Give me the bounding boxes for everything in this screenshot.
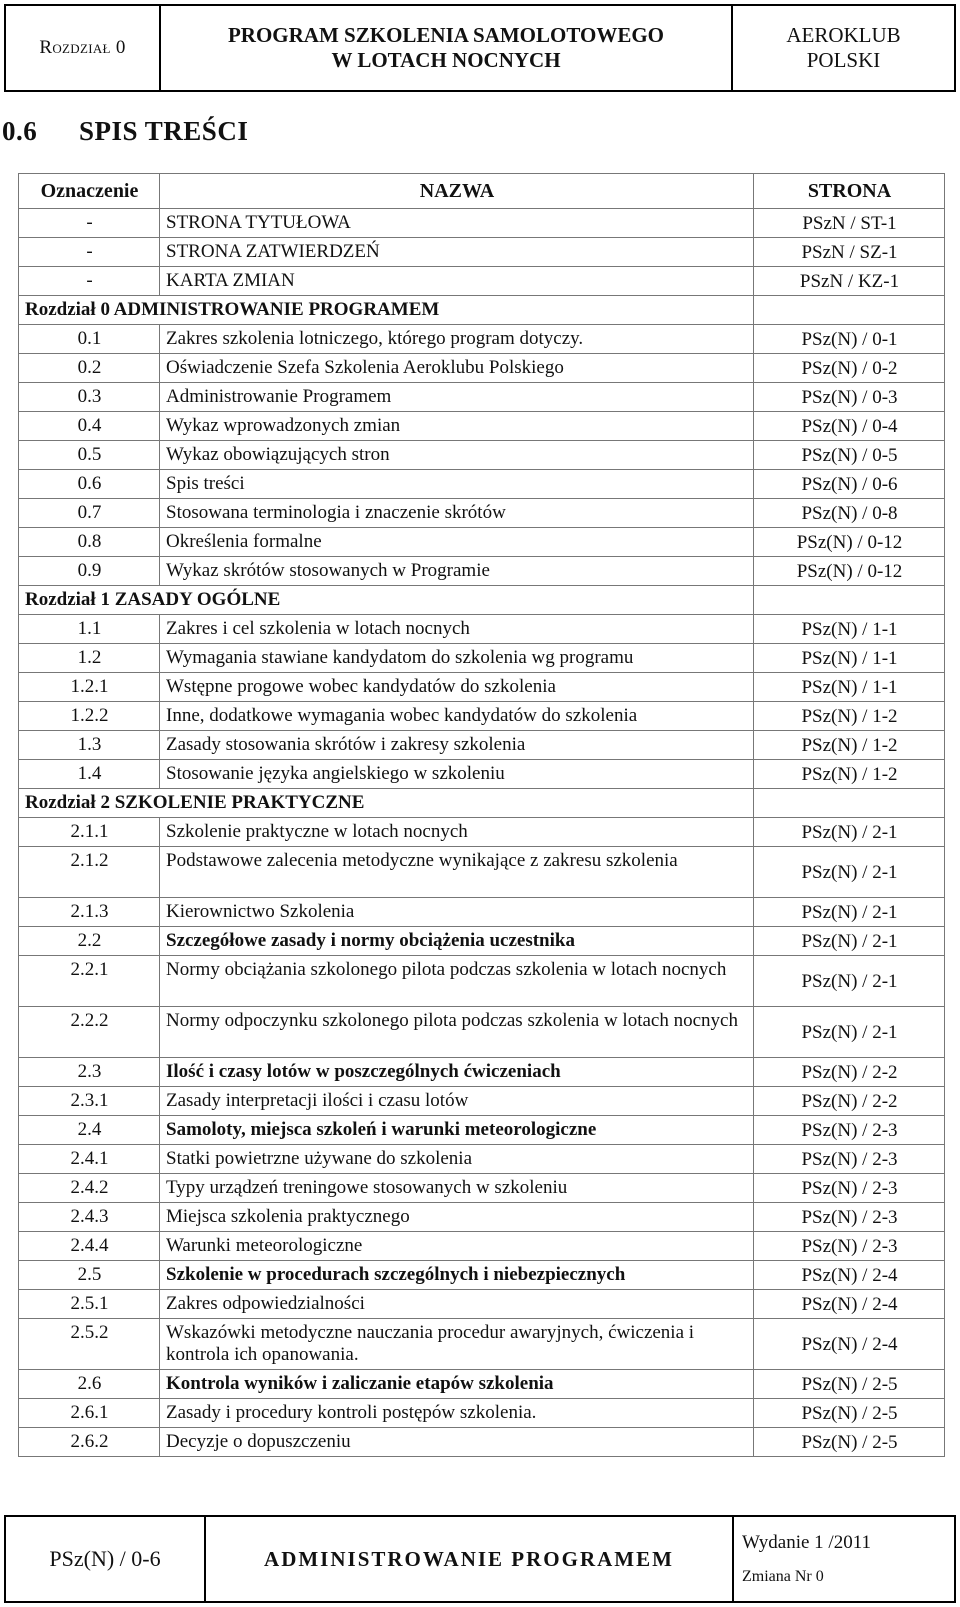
toc-page: PSz(N) / 0-12 (754, 557, 945, 586)
toc-header-row (19, 174, 945, 209)
toc-row (19, 354, 945, 383)
toc-page: PSz(N) / 2-2 (754, 1058, 945, 1087)
toc-code: 2.6 (19, 1370, 160, 1399)
toc-name: KARTA ZMIAN (160, 267, 754, 296)
toc-page: PSz(N) / 0-6 (754, 470, 945, 499)
toc-page: PSz(N) / 2-1 (754, 847, 945, 898)
section-title (2, 116, 248, 147)
toc-name: Kontrola wyników i zaliczanie etapów szkolenia (160, 1370, 754, 1399)
toc-name: Wykaz skrótów stosowanych w Programie (160, 557, 754, 586)
toc-name: Zakres i cel szkolenia w lotach nocnych (160, 615, 754, 644)
toc-code: 2.1.1 (19, 818, 160, 847)
toc-name: Statki powietrzne używane do szkolenia (160, 1145, 754, 1174)
toc-name: Wstępne progowe wobec kandydatów do szkolenia (160, 673, 754, 702)
toc-row (19, 1428, 945, 1457)
toc-row (19, 847, 945, 898)
toc-name: Normy odpoczynku szkolonego pilota podczas szkolenia w lotach nocnych (160, 1007, 754, 1058)
footer-edition: Wydanie 1 /2011 (742, 1532, 872, 1553)
toc-code: 2.4.4 (19, 1232, 160, 1261)
toc-code: 0.1 (19, 325, 160, 354)
toc-row (19, 1261, 945, 1290)
toc-name: Szczegółowe zasady i normy obciążenia uczestnika (160, 927, 754, 956)
toc-page: PSz(N) / 0-5 (754, 441, 945, 470)
toc-page: PSz(N) / 0-2 (754, 354, 945, 383)
toc-page: PSz(N) / 1-2 (754, 760, 945, 789)
toc-name: STRONA TYTUŁOWA (160, 209, 754, 238)
toc-page: PSz(N) / 2-1 (754, 818, 945, 847)
col-header-page: STRONA (754, 174, 945, 209)
toc-name: Zasady interpretacji ilości i czasu lotów (160, 1087, 754, 1116)
toc-row (19, 209, 945, 238)
toc-page: PSz(N) / 2-3 (754, 1203, 945, 1232)
toc-code: 1.2.1 (19, 673, 160, 702)
toc-name: Określenia formalne (160, 528, 754, 557)
toc-page: PSz(N) / 2-2 (754, 1087, 945, 1116)
toc-code: 2.2 (19, 927, 160, 956)
toc-row (19, 644, 945, 673)
toc-code: 1.1 (19, 615, 160, 644)
toc-row (19, 818, 945, 847)
toc-row (19, 1290, 945, 1319)
toc-code: 0.6 (19, 470, 160, 499)
chapter-page-cell (754, 296, 945, 325)
header-title-line1: PROGRAM SZKOLENIA SAMOLOTOWEGO (227, 23, 664, 47)
toc-row (19, 1399, 945, 1428)
toc-name: Spis treści (160, 470, 754, 499)
chapter-page-cell (754, 789, 945, 818)
toc-row (19, 441, 945, 470)
toc-name: Stosowana terminologia i znaczenie skrótów (160, 499, 754, 528)
toc-row (19, 1007, 945, 1058)
toc-page: PSz(N) / 2-1 (754, 898, 945, 927)
toc-name: STRONA ZATWIERDZEŃ (160, 238, 754, 267)
toc-row (19, 1370, 945, 1399)
toc-name: Inne, dodatkowe wymagania wobec kandydatów do szkolenia (160, 702, 754, 731)
toc-name: Miejsca szkolenia praktycznego (160, 1203, 754, 1232)
header-chapter: Rozdział 0 (6, 6, 161, 90)
toc-row (19, 731, 945, 760)
toc-row (19, 412, 945, 441)
toc-code: 1.2 (19, 644, 160, 673)
toc-name: Podstawowe zalecenia metodyczne wynikające z zakresu szkolenia (160, 847, 754, 898)
toc-row (19, 1174, 945, 1203)
toc-name: Samoloty, miejsca szkoleń i warunki meteorologiczne (160, 1116, 754, 1145)
footer-edition-box (734, 1517, 954, 1601)
toc-page: PSzN / ST-1 (754, 209, 945, 238)
toc-page: PSz(N) / 0-1 (754, 325, 945, 354)
toc-name: Typy urządzeń treningowe stosowanych w szkoleniu (160, 1174, 754, 1203)
toc-page: PSz(N) / 2-3 (754, 1116, 945, 1145)
toc-row (19, 383, 945, 412)
toc-page: PSz(N) / 2-1 (754, 927, 945, 956)
toc-row (19, 557, 945, 586)
toc-row (19, 1058, 945, 1087)
toc-chapter-row (19, 586, 945, 615)
toc-page: PSz(N) / 2-5 (754, 1399, 945, 1428)
toc-row (19, 956, 945, 1007)
col-header-name: NAZWA (160, 174, 754, 209)
toc-name: Wskazówki metodyczne nauczania procedur awaryjnych, ćwiczenia i kontrola ich opanowania. (160, 1319, 754, 1370)
toc-code: 0.2 (19, 354, 160, 383)
toc-row (19, 267, 945, 296)
toc-name: Normy obciążania szkolonego pilota podczas szkolenia w lotach nocnych (160, 956, 754, 1007)
toc-page: PSz(N) / 0-3 (754, 383, 945, 412)
toc-row (19, 1232, 945, 1261)
chapter-heading: Rozdział 0 ADMINISTROWANIE PROGRAMEM (19, 296, 754, 325)
toc-code: 0.4 (19, 412, 160, 441)
toc-name: Zasady stosowania skrótów i zakresy szkolenia (160, 731, 754, 760)
page-footer (4, 1515, 956, 1603)
toc-row (19, 673, 945, 702)
col-header-code: Oznaczenie (19, 174, 160, 209)
toc-name: Decyzje o dopuszczeniu (160, 1428, 754, 1457)
toc-page: PSz(N) / 2-5 (754, 1370, 945, 1399)
toc-page: PSz(N) / 2-4 (754, 1290, 945, 1319)
toc-page: PSz(N) / 1-1 (754, 673, 945, 702)
chapter-page-cell (754, 586, 945, 615)
toc-code: 2.5.1 (19, 1290, 160, 1319)
toc-code: 1.2.2 (19, 702, 160, 731)
toc-page: PSzN / SZ-1 (754, 238, 945, 267)
toc-name: Zakres odpowiedzialności (160, 1290, 754, 1319)
toc-name: Administrowanie Programem (160, 383, 754, 412)
toc-code: 2.2.2 (19, 1007, 160, 1058)
header-title-line2: W LOTACH NOCNYCH (331, 48, 561, 72)
toc-row (19, 325, 945, 354)
toc-code: 2.4.3 (19, 1203, 160, 1232)
toc-row (19, 702, 945, 731)
header-title (161, 6, 733, 90)
toc-body (19, 209, 945, 1457)
toc-code: 0.7 (19, 499, 160, 528)
toc-code: 2.1.3 (19, 898, 160, 927)
toc-chapter-row (19, 789, 945, 818)
toc-row (19, 238, 945, 267)
toc-row (19, 499, 945, 528)
section-number: 0.6 (2, 116, 38, 146)
toc-name: Wykaz obowiązujących stron (160, 441, 754, 470)
toc-code: 1.3 (19, 731, 160, 760)
toc-code: 2.5 (19, 1261, 160, 1290)
footer-section-name: ADMINISTROWANIE PROGRAMEM (206, 1517, 734, 1601)
toc-row (19, 528, 945, 557)
section-title-text: SPIS TREŚCI (79, 116, 249, 146)
toc-name: Szkolenie praktyczne w lotach nocnych (160, 818, 754, 847)
toc-name: Warunki meteorologiczne (160, 1232, 754, 1261)
toc-code: 2.5.2 (19, 1319, 160, 1370)
toc-table (18, 173, 945, 1457)
page-header (4, 4, 956, 92)
toc-code: 2.3.1 (19, 1087, 160, 1116)
toc-code: 0.8 (19, 528, 160, 557)
toc-name: Szkolenie w procedurach szczególnych i niebezpiecznych (160, 1261, 754, 1290)
footer-change: Zmiana Nr 0 (742, 1568, 824, 1585)
chapter-heading: Rozdział 1 ZASADY OGÓLNE (19, 586, 754, 615)
toc-code: 2.4.1 (19, 1145, 160, 1174)
toc-page: PSz(N) / 2-3 (754, 1145, 945, 1174)
toc-name: Wymagania stawiane kandydatom do szkolenia wg programu (160, 644, 754, 673)
toc-name: Oświadczenie Szefa Szkolenia Aeroklubu Polskiego (160, 354, 754, 383)
toc-row (19, 1116, 945, 1145)
toc-row (19, 898, 945, 927)
toc-page: PSz(N) / 1-1 (754, 615, 945, 644)
toc-code: 0.5 (19, 441, 160, 470)
toc-code: - (19, 267, 160, 296)
toc-row (19, 1203, 945, 1232)
toc-page: PSz(N) / 2-1 (754, 956, 945, 1007)
toc-code: 0.9 (19, 557, 160, 586)
toc-name: Stosowanie języka angielskiego w szkoleniu (160, 760, 754, 789)
toc-page: PSz(N) / 2-5 (754, 1428, 945, 1457)
toc-code: 0.3 (19, 383, 160, 412)
toc-row (19, 760, 945, 789)
toc-row (19, 615, 945, 644)
toc-code: 2.3 (19, 1058, 160, 1087)
toc-code: 2.4.2 (19, 1174, 160, 1203)
toc-name: Zakres szkolenia lotniczego, którego program dotyczy. (160, 325, 754, 354)
toc-code: 2.6.2 (19, 1428, 160, 1457)
toc-row (19, 470, 945, 499)
toc-page: PSz(N) / 2-4 (754, 1261, 945, 1290)
toc-name: Kierownictwo Szkolenia (160, 898, 754, 927)
toc-code: 2.2.1 (19, 956, 160, 1007)
toc-page: PSz(N) / 0-4 (754, 412, 945, 441)
toc-row (19, 1319, 945, 1370)
toc-name: Wykaz wprowadzonych zmian (160, 412, 754, 441)
toc-page: PSz(N) / 2-4 (754, 1319, 945, 1370)
toc-code: 2.4 (19, 1116, 160, 1145)
toc-row (19, 1087, 945, 1116)
toc-page: PSz(N) / 1-1 (754, 644, 945, 673)
toc-chapter-row (19, 296, 945, 325)
toc-code: 2.1.2 (19, 847, 160, 898)
toc-name: Ilość i czasy lotów w poszczególnych ćwiczeniach (160, 1058, 754, 1087)
toc-code: 2.6.1 (19, 1399, 160, 1428)
chapter-heading: Rozdział 2 SZKOLENIE PRAKTYCZNE (19, 789, 754, 818)
toc-row (19, 927, 945, 956)
header-org-line2: POLSKI (806, 48, 881, 72)
toc-page: PSz(N) / 1-2 (754, 731, 945, 760)
toc-code: 1.4 (19, 760, 160, 789)
toc-name: Zasady i procedury kontroli postępów szkolenia. (160, 1399, 754, 1428)
toc-page: PSz(N) / 2-3 (754, 1174, 945, 1203)
footer-page-id: PSz(N) / 0-6 (6, 1517, 206, 1601)
toc-code: - (19, 209, 160, 238)
toc-page: PSz(N) / 1-2 (754, 702, 945, 731)
header-org (733, 6, 954, 90)
toc-page: PSzN / KZ-1 (754, 267, 945, 296)
toc-page: PSz(N) / 2-3 (754, 1232, 945, 1261)
toc-page: PSz(N) / 0-12 (754, 528, 945, 557)
toc-code: - (19, 238, 160, 267)
toc-page: PSz(N) / 2-1 (754, 1007, 945, 1058)
toc-row (19, 1145, 945, 1174)
header-org-line1: AEROKLUB (786, 23, 901, 47)
toc-page: PSz(N) / 0-8 (754, 499, 945, 528)
